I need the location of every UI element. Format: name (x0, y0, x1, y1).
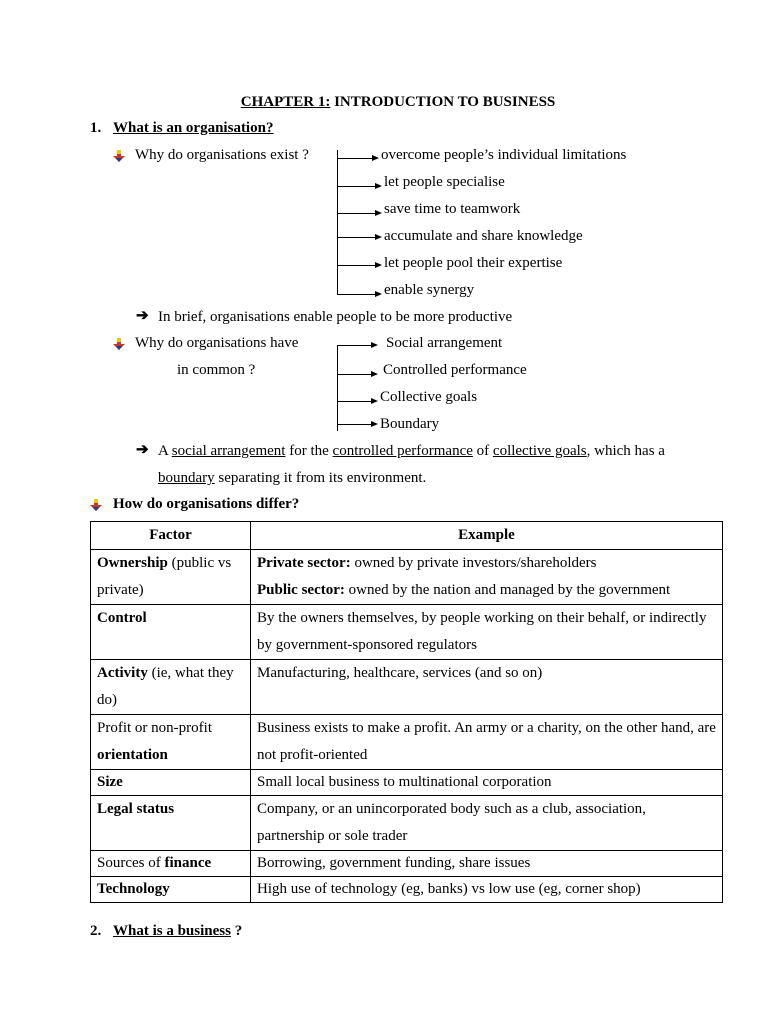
arrowhead-icon (375, 291, 382, 297)
factor-note: (ie, what they do) (97, 665, 234, 708)
example-cell: Small local business to multinational corporation (251, 770, 723, 796)
arrow-bullet-icon (90, 499, 102, 511)
factor-cell (91, 770, 251, 796)
table-row (91, 851, 723, 877)
table-header-row (91, 522, 723, 550)
arrow-bullet-icon (113, 150, 125, 162)
sector-label: Private sector: (257, 555, 351, 571)
arrowhead-icon (371, 342, 378, 348)
factor-note: (public vs private) (97, 555, 232, 598)
section-2-number: 2. (90, 923, 102, 939)
connector-line (337, 345, 373, 346)
chapter-title: INTRODUCTION TO BUSINESS (334, 94, 556, 110)
connector-line (337, 401, 373, 402)
factor-name: orientation (97, 747, 168, 763)
definition-term: controlled performance (332, 443, 473, 459)
bracket-line (337, 150, 338, 295)
common-answer: Collective goals (380, 389, 478, 405)
exist-answer: save time to teamwork (384, 201, 521, 217)
factor-cell (91, 550, 251, 605)
factor-name: Legal status (97, 801, 175, 817)
section-2-title (113, 922, 242, 940)
definition-line-1 (158, 442, 665, 460)
question-in-common-line2: in common ? (177, 362, 256, 378)
connector-line (337, 237, 377, 238)
common-answer: Boundary (380, 416, 440, 432)
connector-line (337, 158, 374, 159)
arrowhead-icon (375, 210, 382, 216)
factor-name: Activity (97, 665, 148, 681)
example-cell: Borrowing, government funding, share issues (251, 851, 723, 877)
table-row (91, 660, 723, 715)
section-1-heading: What is an organisation? (113, 120, 274, 136)
right-arrow-icon: ➔ (136, 442, 149, 458)
sector-desc: owned by private investors/shareholders (350, 555, 597, 571)
definition-text: , which has a (586, 443, 665, 459)
connector-line (337, 424, 373, 425)
factor-table (90, 521, 723, 903)
definition-text: of (476, 443, 490, 459)
table-row (91, 715, 723, 770)
table-row (91, 605, 723, 660)
connector-line (337, 294, 377, 295)
exist-answer: overcome people’s individual limitations (381, 147, 627, 163)
definition-text: for the (289, 443, 329, 459)
example-cell: By the owners themselves, by people working on their behalf, or indirectly by government-sponsored regulators (251, 605, 723, 660)
exist-answer: let people specialise (384, 174, 505, 190)
connector-line (337, 374, 373, 375)
connector-line (337, 213, 377, 214)
common-answer: Social arrangement (386, 335, 503, 351)
right-arrow-icon: ➔ (136, 308, 149, 324)
factor-note: Sources of (97, 855, 165, 871)
factor-cell (91, 796, 251, 851)
factor-cell (91, 851, 251, 877)
arrowhead-icon (372, 155, 379, 161)
arrowhead-icon (371, 421, 378, 427)
table-header: Example (251, 522, 723, 550)
table-row (91, 877, 723, 903)
arrowhead-icon (375, 262, 382, 268)
example-cell: Business exists to make a profit. An army or a charity, on the other hand, are not profit-oriented (251, 715, 723, 770)
example-cell (251, 550, 723, 605)
chapter-label: CHAPTER 1: (240, 94, 331, 110)
connector-line (337, 186, 377, 187)
section-2-heading: What is a business (113, 923, 231, 939)
definition-text: A (158, 443, 169, 459)
arrow-bullet-icon (113, 338, 125, 350)
sector-desc: owned by the nation and managed by the government (344, 582, 671, 598)
definition-line-2 (158, 469, 426, 487)
definition-term: boundary (158, 470, 215, 486)
factor-name: Size (97, 774, 123, 790)
factor-cell (91, 877, 251, 903)
table-row (91, 550, 723, 605)
table-header: Factor (91, 522, 251, 550)
definition-term: collective goals (492, 443, 587, 459)
section-1-number: 1. (90, 120, 102, 136)
factor-name: Technology (97, 881, 170, 897)
exist-answer: let people pool their expertise (384, 255, 563, 271)
arrowhead-icon (375, 234, 382, 240)
common-answer: Controlled performance (383, 362, 527, 378)
factor-name: finance (164, 855, 212, 871)
brief-statement: In brief, organisations enable people to be more productive (158, 309, 513, 325)
differ-heading: How do organisations differ? (113, 496, 300, 512)
factor-note: Profit or non-profit (97, 720, 212, 736)
example-cell: High use of technology (eg, banks) vs low use (eg, corner shop) (251, 877, 723, 903)
page-title (0, 93, 768, 111)
factor-cell (91, 660, 251, 715)
definition-term: social arrangement (171, 443, 286, 459)
exist-answer: enable synergy (384, 282, 475, 298)
section-2-suffix: ? (230, 923, 243, 939)
question-why-exist: Why do organisations exist ? (135, 147, 309, 163)
factor-name: Control (97, 610, 147, 626)
definition-text: separating it from its environment. (218, 470, 427, 486)
example-cell: Company, or an unincorporated body such as a club, association, partnership or sole trader (251, 796, 723, 851)
factor-cell (91, 715, 251, 770)
factor-cell (91, 605, 251, 660)
question-in-common-line1: Why do organisations have (135, 335, 299, 351)
arrowhead-icon (371, 371, 378, 377)
connector-line (337, 265, 377, 266)
table-row (91, 770, 723, 796)
example-cell: Manufacturing, healthcare, services (and so on) (251, 660, 723, 715)
sector-label: Public sector: (257, 582, 345, 598)
arrowhead-icon (375, 183, 382, 189)
arrowhead-icon (371, 398, 378, 404)
bracket-line (337, 345, 338, 431)
table-row (91, 796, 723, 851)
exist-answer: accumulate and share knowledge (384, 228, 583, 244)
factor-name: Ownership (97, 555, 168, 571)
